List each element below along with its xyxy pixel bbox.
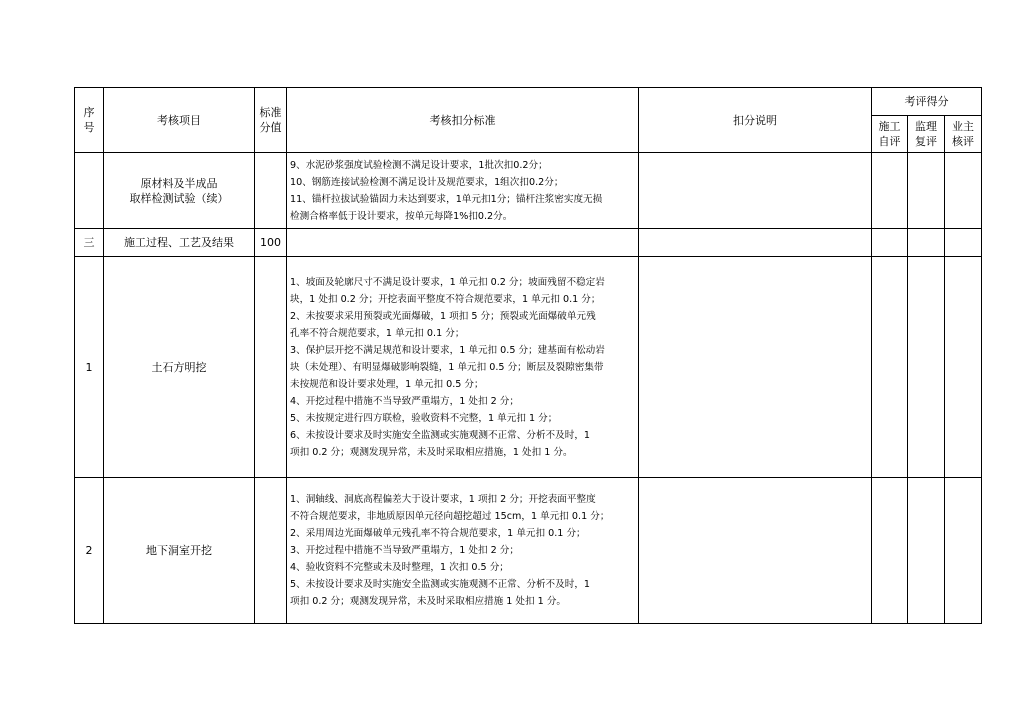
- row-criteria: [287, 257, 639, 478]
- header-eval-score: 考评得分: [872, 88, 982, 116]
- row-self-eval: [872, 153, 908, 229]
- criteria-line: 项扣 0.2 分；观测发现异常，未及时采取相应措施 1 处扣 1 分。: [290, 596, 567, 607]
- row-deduction-note: [639, 153, 872, 229]
- row-criteria: [287, 153, 639, 229]
- header-item: 考核项目: [104, 88, 255, 153]
- row-owner-review: [945, 153, 982, 229]
- row-self-eval: [872, 257, 908, 478]
- criteria-line: 孔率不符合规范要求，1 单元扣 0.1 分；: [290, 327, 465, 339]
- criteria-line: 1、洞轴线、洞底高程偏差大于设计要求，1 项扣 2 分；开挖表面平整度: [290, 494, 596, 505]
- header-std-score-text: 标准 分值: [259, 106, 282, 134]
- criteria-line: 项扣 0.2 分；观测发现异常，未及时采取相应措施，1 处扣 1 分。: [290, 446, 573, 458]
- row-seq: 三: [75, 229, 104, 257]
- row-seq: 2: [75, 478, 104, 624]
- row-item: 地下洞室开挖: [104, 478, 255, 624]
- header-std-score: [255, 88, 287, 153]
- row-item: 土石方明挖: [104, 257, 255, 478]
- row-seq: 1: [75, 257, 104, 478]
- row-supervisor-review: [908, 229, 945, 257]
- row-item: 施工过程、工艺及结果: [104, 229, 255, 257]
- criteria-line: 1、坡面及轮廓尺寸不满足设计要求，1 单元扣 0.2 分；坡面残留不稳定岩: [290, 276, 605, 288]
- row-deduction-note: [639, 478, 872, 624]
- table-row: [75, 153, 982, 229]
- criteria-line: 4、开挖过程中措施不当导致严重塌方，1 处扣 2 分；: [290, 395, 519, 407]
- criteria-line: 未按规范和设计要求处理，1 单元扣 0.5 分；: [290, 378, 484, 390]
- header-deduction-note: 扣分说明: [639, 88, 872, 153]
- row-score: [255, 257, 287, 478]
- row-criteria: [287, 229, 639, 257]
- criteria-line: 3、开挖过程中措施不当导致严重塌方，1 处扣 2 分；: [290, 545, 519, 556]
- table-row: [75, 478, 982, 624]
- row-owner-review: [945, 229, 982, 257]
- criteria-line: 块（未处理）、有明显爆破影响裂缝，1 单元扣 0.5 分；断层及裂隙密集带: [290, 361, 604, 373]
- header-seq-text: 序 号: [83, 106, 95, 134]
- criteria-line: 11、锚杆拉拔试验锚固力未达到要求，1单元扣1分；锚杆注浆密实度无损: [290, 193, 603, 205]
- row-seq: [75, 153, 104, 229]
- header-supervisor-review-text: 监理 复评: [915, 120, 937, 148]
- table-row: [75, 229, 982, 257]
- table-row: [75, 257, 982, 478]
- row-deduction-note: [639, 257, 872, 478]
- criteria-line: 5、未按设计要求及时实施安全监测或实施观测不正常、分析不及时，1: [290, 579, 591, 590]
- row-score: [255, 478, 287, 624]
- row-supervisor-review: [908, 153, 945, 229]
- header-supervisor-review: [908, 116, 945, 153]
- row-item-text: 原材料及半成品 取样检测试验（续）: [129, 176, 229, 205]
- criteria-line: 不符合规范要求，非地质原因单元径向超挖超过 15cm，1 单元扣 0.1 分；: [290, 511, 610, 522]
- criteria-line: 10、钢筋连接试验检测不满足设计及规范要求，1组次扣0.2分；: [290, 176, 564, 188]
- criteria-line: 4、验收资料不完整或未及时整理，1 次扣 0.5 分；: [290, 562, 509, 573]
- criteria-line: 3、保护层开挖不满足规范和设计要求，1 单元扣 0.5 分；建基面有松动岩: [290, 344, 605, 356]
- row-score: 100: [255, 229, 287, 257]
- evaluation-table: [74, 87, 982, 624]
- header-self-eval: [872, 116, 908, 153]
- row-owner-review: [945, 478, 982, 624]
- criteria-line: 5、未按规定进行四方联检，验收资料不完整，1 单元扣 1 分；: [290, 412, 558, 424]
- row-deduction-note: [639, 229, 872, 257]
- row-self-eval: [872, 229, 908, 257]
- criteria-line: 块，1 处扣 0.2 分；开挖表面平整度不符合规范要求，1 单元扣 0.1 分；: [290, 293, 601, 305]
- criteria-line: 6、未按设计要求及时实施安全监测或实施观测不正常、分析不及时，1: [290, 429, 591, 441]
- criteria-line: 2、采用周边光面爆破单元残孔率不符合规范要求，1 单元扣 0.1 分；: [290, 528, 586, 539]
- row-supervisor-review: [908, 478, 945, 624]
- row-criteria: [287, 478, 639, 624]
- header-self-eval-text: 施工 自评: [878, 120, 901, 148]
- header-seq: [75, 88, 104, 153]
- header-criteria: 考核扣分标准: [287, 88, 639, 153]
- row-item: [104, 153, 255, 229]
- criteria-line: 9、水泥砂浆强度试验检测不满足设计要求，1批次扣0.2分；: [290, 159, 548, 171]
- row-self-eval: [872, 478, 908, 624]
- row-supervisor-review: [908, 257, 945, 478]
- row-score: [255, 153, 287, 229]
- header-owner-review: [945, 116, 982, 153]
- header-owner-review-text: 业主 核评: [952, 120, 974, 148]
- row-owner-review: [945, 257, 982, 478]
- criteria-line: 2、未按要求采用预裂或光面爆破，1 项扣 5 分；预裂或光面爆破单元残: [290, 310, 596, 322]
- criteria-line: 检测合格率低于设计要求，按单元每降1%扣0.2分。: [290, 210, 513, 222]
